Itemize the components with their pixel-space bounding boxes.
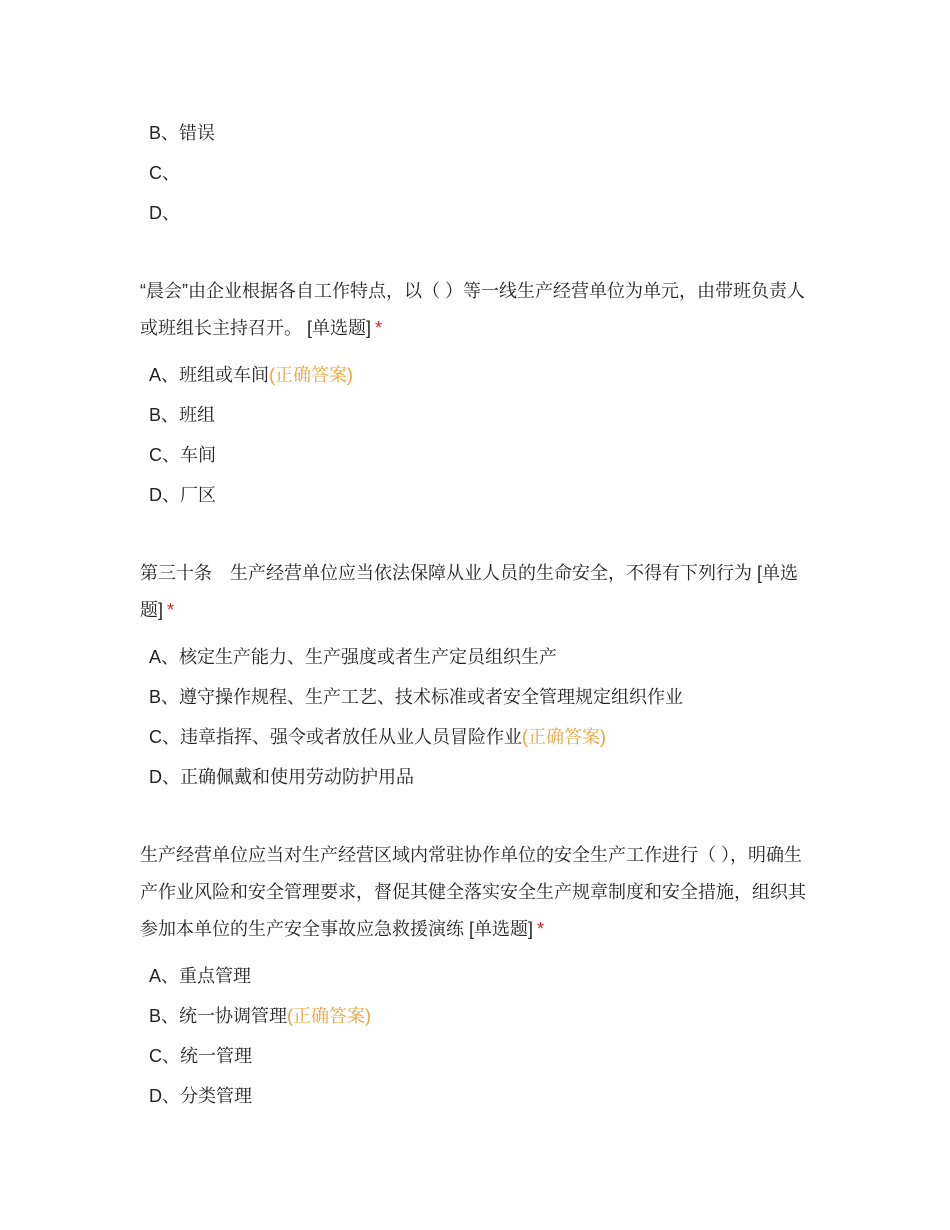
option-b[interactable] <box>140 996 810 1036</box>
option-c[interactable] <box>140 153 810 193</box>
option-label: D、正确佩戴和使用劳动防护用品 <box>149 767 414 787</box>
option-label: D、 <box>149 203 180 223</box>
option-label: B、统一协调管理 <box>149 1006 288 1026</box>
option-label: B、错误 <box>149 123 216 143</box>
question-block <box>140 837 810 1116</box>
question-text <box>140 273 810 347</box>
option-label: B、遵守操作规程、生产工艺、技术标准或者安全管理规定组织作业 <box>149 687 684 707</box>
option-d[interactable] <box>140 757 810 797</box>
correct-answer-tag: (正确答案) <box>269 365 354 385</box>
question-stem: “晨会”由企业根据各自工作特点，以（ ）等一线生产经营单位为单元，由带班负责人或班组长主持召开。 [单选题] <box>140 281 805 338</box>
question-block <box>140 555 810 797</box>
option-label: A、核定生产能力、生产强度或者生产定员组织生产 <box>149 647 558 667</box>
option-label: D、分类管理 <box>149 1086 252 1106</box>
option-label: B、班组 <box>149 405 216 425</box>
option-label: A、重点管理 <box>149 966 252 986</box>
option-a[interactable] <box>140 956 810 996</box>
option-d[interactable] <box>140 475 810 515</box>
required-marker: * <box>375 318 383 338</box>
question-stem: 生产经营单位应当对生产经营区域内常驻协作单位的安全生产工作进行（ ），明确生产作业风险和安全管理要求，督促其健全落实安全生产规章制度和安全措施，组织其参加本单位的生产安全事故应急救援演练 [单选题] <box>140 845 806 939</box>
question-block <box>140 273 810 515</box>
question-stem: 第三十条 生产经营单位应当依法保障从业人员的生命安全，不得有下列行为 [单选题] <box>140 563 798 620</box>
question-text <box>140 555 810 629</box>
option-label: C、车间 <box>149 445 216 465</box>
option-a[interactable] <box>140 637 810 677</box>
option-c[interactable] <box>140 717 810 757</box>
option-c[interactable] <box>140 435 810 475</box>
option-label: C、 <box>149 163 180 183</box>
option-label: C、违章指挥、强令或者放任从业人员冒险作业 <box>149 727 522 747</box>
required-marker: * <box>537 919 545 939</box>
option-a[interactable] <box>140 355 810 395</box>
option-b[interactable] <box>140 395 810 435</box>
option-label: D、厂区 <box>149 485 216 505</box>
option-label: A、班组或车间 <box>149 365 270 385</box>
required-marker: * <box>167 600 175 620</box>
option-d[interactable] <box>140 193 810 233</box>
correct-answer-tag: (正确答案) <box>287 1006 372 1026</box>
option-d[interactable] <box>140 1076 810 1116</box>
option-b[interactable] <box>140 113 810 153</box>
option-b[interactable] <box>140 677 810 717</box>
question-list <box>140 113 810 1116</box>
correct-answer-tag: (正确答案) <box>522 727 606 747</box>
option-c[interactable] <box>140 1036 810 1076</box>
question-block <box>140 113 810 233</box>
option-label: C、统一管理 <box>149 1046 252 1066</box>
question-text <box>140 837 810 948</box>
